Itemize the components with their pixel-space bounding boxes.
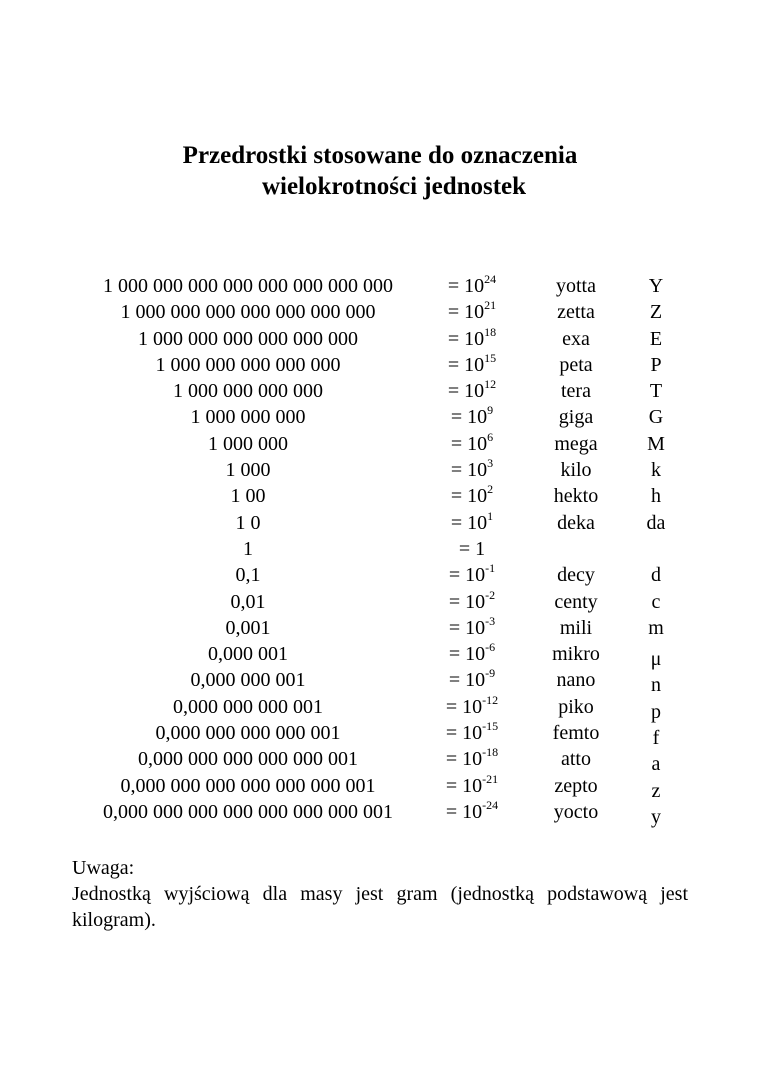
prefix-value: 1 0 xyxy=(235,511,261,534)
power-exponent: 2 xyxy=(487,482,494,497)
power-exponent: 21 xyxy=(484,298,497,313)
power-base: = 10 xyxy=(448,643,486,666)
power-exponent: 24 xyxy=(484,272,497,286)
prefix-symbol: f xyxy=(652,727,660,750)
power-base: = 10 xyxy=(448,590,486,613)
prefix-symbol: c xyxy=(651,590,661,613)
prefix-row xyxy=(0,615,760,641)
prefix-name: piko xyxy=(558,695,594,718)
prefix-power xyxy=(432,720,512,746)
prefix-symbol: da xyxy=(646,511,666,534)
prefix-symbol: m xyxy=(648,616,664,639)
prefix-value: 1 000 000 000 000 000 000 000 xyxy=(120,301,376,324)
prefix-symbol: p xyxy=(651,700,661,723)
power-base: = 10 xyxy=(450,511,488,534)
title-line-1: Przedrostki stosowane do oznaczenia xyxy=(182,142,578,169)
power-exponent: -12 xyxy=(482,692,499,707)
prefix-power xyxy=(432,799,512,825)
power-exponent: -1 xyxy=(485,561,496,576)
prefix-row xyxy=(0,692,760,723)
prefix-name: nano xyxy=(556,669,596,692)
prefix-symbol: z xyxy=(651,779,661,802)
prefix-value: 0,001 xyxy=(225,616,271,639)
prefix-name: yocto xyxy=(553,800,599,823)
prefix-power xyxy=(432,510,512,536)
power-base: = 10 xyxy=(448,616,486,639)
prefix-value: 0,000 000 000 000 001 xyxy=(155,722,341,745)
prefix-symbol: μ xyxy=(650,648,662,671)
prefix-value: 0,01 xyxy=(230,590,266,613)
note xyxy=(72,855,688,933)
prefix-symbol: k xyxy=(651,459,661,482)
prefix-row xyxy=(0,797,760,828)
power-exponent: -6 xyxy=(485,640,496,655)
title-line-2: wielokrotności jednostek xyxy=(261,173,527,200)
prefix-table xyxy=(0,272,760,828)
prefix-value: 1 xyxy=(243,537,253,560)
prefix-power xyxy=(432,746,512,772)
power-base: = 10 xyxy=(445,695,483,718)
prefix-symbol: T xyxy=(649,380,663,403)
prefix-row xyxy=(0,299,760,325)
prefix-power xyxy=(432,615,512,641)
power-exponent: -18 xyxy=(482,745,499,760)
prefix-symbol: Z xyxy=(649,301,663,324)
prefix-power xyxy=(432,273,512,299)
prefix-power xyxy=(432,694,512,720)
prefix-name: exa xyxy=(562,327,590,350)
prefix-symbol: y xyxy=(651,805,661,828)
prefix-value: 0,000 000 000 000 000 000 000 001 xyxy=(103,800,393,823)
power-base: = 10 xyxy=(445,800,483,823)
prefix-name: decy xyxy=(557,564,595,587)
prefix-row xyxy=(0,378,760,404)
power-base: = 10 xyxy=(450,485,488,508)
power-base: = 10 xyxy=(450,432,488,455)
prefix-row xyxy=(0,483,760,509)
prefix-symbol: M xyxy=(647,432,665,455)
prefix-value: 1 000 000 000 000 000 xyxy=(155,353,341,376)
prefix-row xyxy=(0,352,760,378)
prefix-row xyxy=(0,457,760,483)
prefix-power xyxy=(432,562,512,588)
prefix-power xyxy=(432,352,512,378)
prefix-name: peta xyxy=(559,353,593,376)
power-exponent: 18 xyxy=(484,324,497,339)
power-exponent: -2 xyxy=(485,587,496,602)
prefix-value: 1 000 000 000 000 000 000 xyxy=(138,327,358,350)
prefix-row xyxy=(0,640,760,671)
prefix-row xyxy=(0,431,760,457)
prefix-row xyxy=(0,771,760,802)
prefix-row xyxy=(0,666,760,697)
prefix-value: 1 00 xyxy=(230,485,266,508)
prefix-power xyxy=(432,773,512,799)
power-base: = 10 xyxy=(445,722,483,745)
prefix-name: centy xyxy=(554,590,598,613)
prefix-row xyxy=(0,589,760,615)
prefix-symbol: Y xyxy=(648,275,664,297)
prefix-name: giga xyxy=(558,406,594,429)
prefix-name: kilo xyxy=(560,459,592,482)
power-exponent: 3 xyxy=(487,456,494,471)
prefix-symbol: d xyxy=(651,564,661,587)
prefix-name: hekto xyxy=(553,485,599,508)
prefix-power xyxy=(432,326,512,352)
power-exponent: -15 xyxy=(482,719,499,734)
prefix-value: 0,000 000 001 xyxy=(190,669,306,692)
prefix-name: deka xyxy=(557,511,595,534)
prefix-value: 1 000 000 000 000 000 000 000 000 xyxy=(103,275,393,297)
note-heading: Uwaga: xyxy=(72,857,135,879)
prefix-row xyxy=(0,326,760,352)
power-base: = 10 xyxy=(447,327,485,350)
prefix-symbol: n xyxy=(651,674,661,697)
note-body: Jednostką wyjściową dla masy jest gram (jednostką podstawową jest kilogram). xyxy=(72,883,688,931)
power-exponent: 12 xyxy=(484,377,497,392)
prefix-power xyxy=(432,589,512,615)
prefix-row xyxy=(0,536,760,562)
prefix-power xyxy=(432,457,512,483)
prefix-name: zetta xyxy=(557,301,595,324)
prefix-power xyxy=(432,378,512,404)
prefix-value: 0,000 001 xyxy=(208,643,288,666)
prefix-value: 1 000 000 xyxy=(208,432,288,455)
power-base: = 10 xyxy=(450,406,488,429)
prefix-value: 0,000 000 000 001 xyxy=(173,695,323,718)
power-exponent: 1 xyxy=(487,508,494,523)
prefix-power xyxy=(432,667,512,693)
prefix-name: tera xyxy=(561,380,591,403)
prefix-row xyxy=(0,510,760,536)
prefix-symbol: h xyxy=(651,485,661,508)
power-base: = 10 xyxy=(447,380,485,403)
prefix-value: 1 000 000 000 000 xyxy=(173,380,323,403)
power-exponent: -21 xyxy=(482,771,499,786)
prefix-symbol: G xyxy=(648,406,664,429)
prefix-name: femto xyxy=(552,722,600,745)
prefix-row xyxy=(0,719,760,750)
power-base: = 10 xyxy=(448,564,486,587)
power-base: = 10 xyxy=(445,774,483,797)
prefix-power xyxy=(432,404,512,430)
prefix-symbol: a xyxy=(651,753,661,776)
prefix-name: mega xyxy=(554,432,598,455)
prefix-power xyxy=(432,641,512,667)
prefix-row xyxy=(0,562,760,588)
power-exponent: -3 xyxy=(485,613,496,628)
prefix-name: atto xyxy=(561,748,591,771)
power-exponent: -9 xyxy=(485,666,496,681)
power-base: = 10 xyxy=(445,748,483,771)
power-base: = 10 xyxy=(447,301,485,324)
power-base: = 10 xyxy=(447,353,485,376)
power-base: = 1 xyxy=(458,537,486,560)
power-exponent: 15 xyxy=(484,350,497,365)
power-base: = 10 xyxy=(450,459,488,482)
power-exponent: 6 xyxy=(487,429,494,444)
power-exponent: -24 xyxy=(482,797,499,812)
prefix-value: 0,1 xyxy=(235,564,261,587)
prefix-power xyxy=(432,299,512,325)
prefix-row xyxy=(0,404,760,430)
prefix-value: 0,000 000 000 000 000 000 001 xyxy=(120,774,376,797)
prefix-symbol: E xyxy=(649,327,663,350)
prefix-power xyxy=(432,431,512,457)
page-title xyxy=(0,140,760,202)
prefix-name: zepto xyxy=(554,774,598,797)
prefix-row xyxy=(0,745,760,776)
prefix-value: 1 000 xyxy=(225,459,271,482)
prefix-power xyxy=(432,483,512,509)
prefix-symbol: P xyxy=(650,353,662,376)
power-exponent: 9 xyxy=(487,403,494,418)
prefix-row xyxy=(0,273,760,299)
prefix-name: mikro xyxy=(552,643,600,666)
prefix-value: 1 000 000 000 xyxy=(190,406,306,429)
power-base: = 10 xyxy=(448,669,486,692)
prefix-power xyxy=(432,536,512,562)
prefix-name: yotta xyxy=(556,275,596,297)
prefix-name: mili xyxy=(559,616,593,639)
power-base: = 10 xyxy=(447,275,485,297)
prefix-value: 0,000 000 000 000 000 001 xyxy=(138,748,358,771)
